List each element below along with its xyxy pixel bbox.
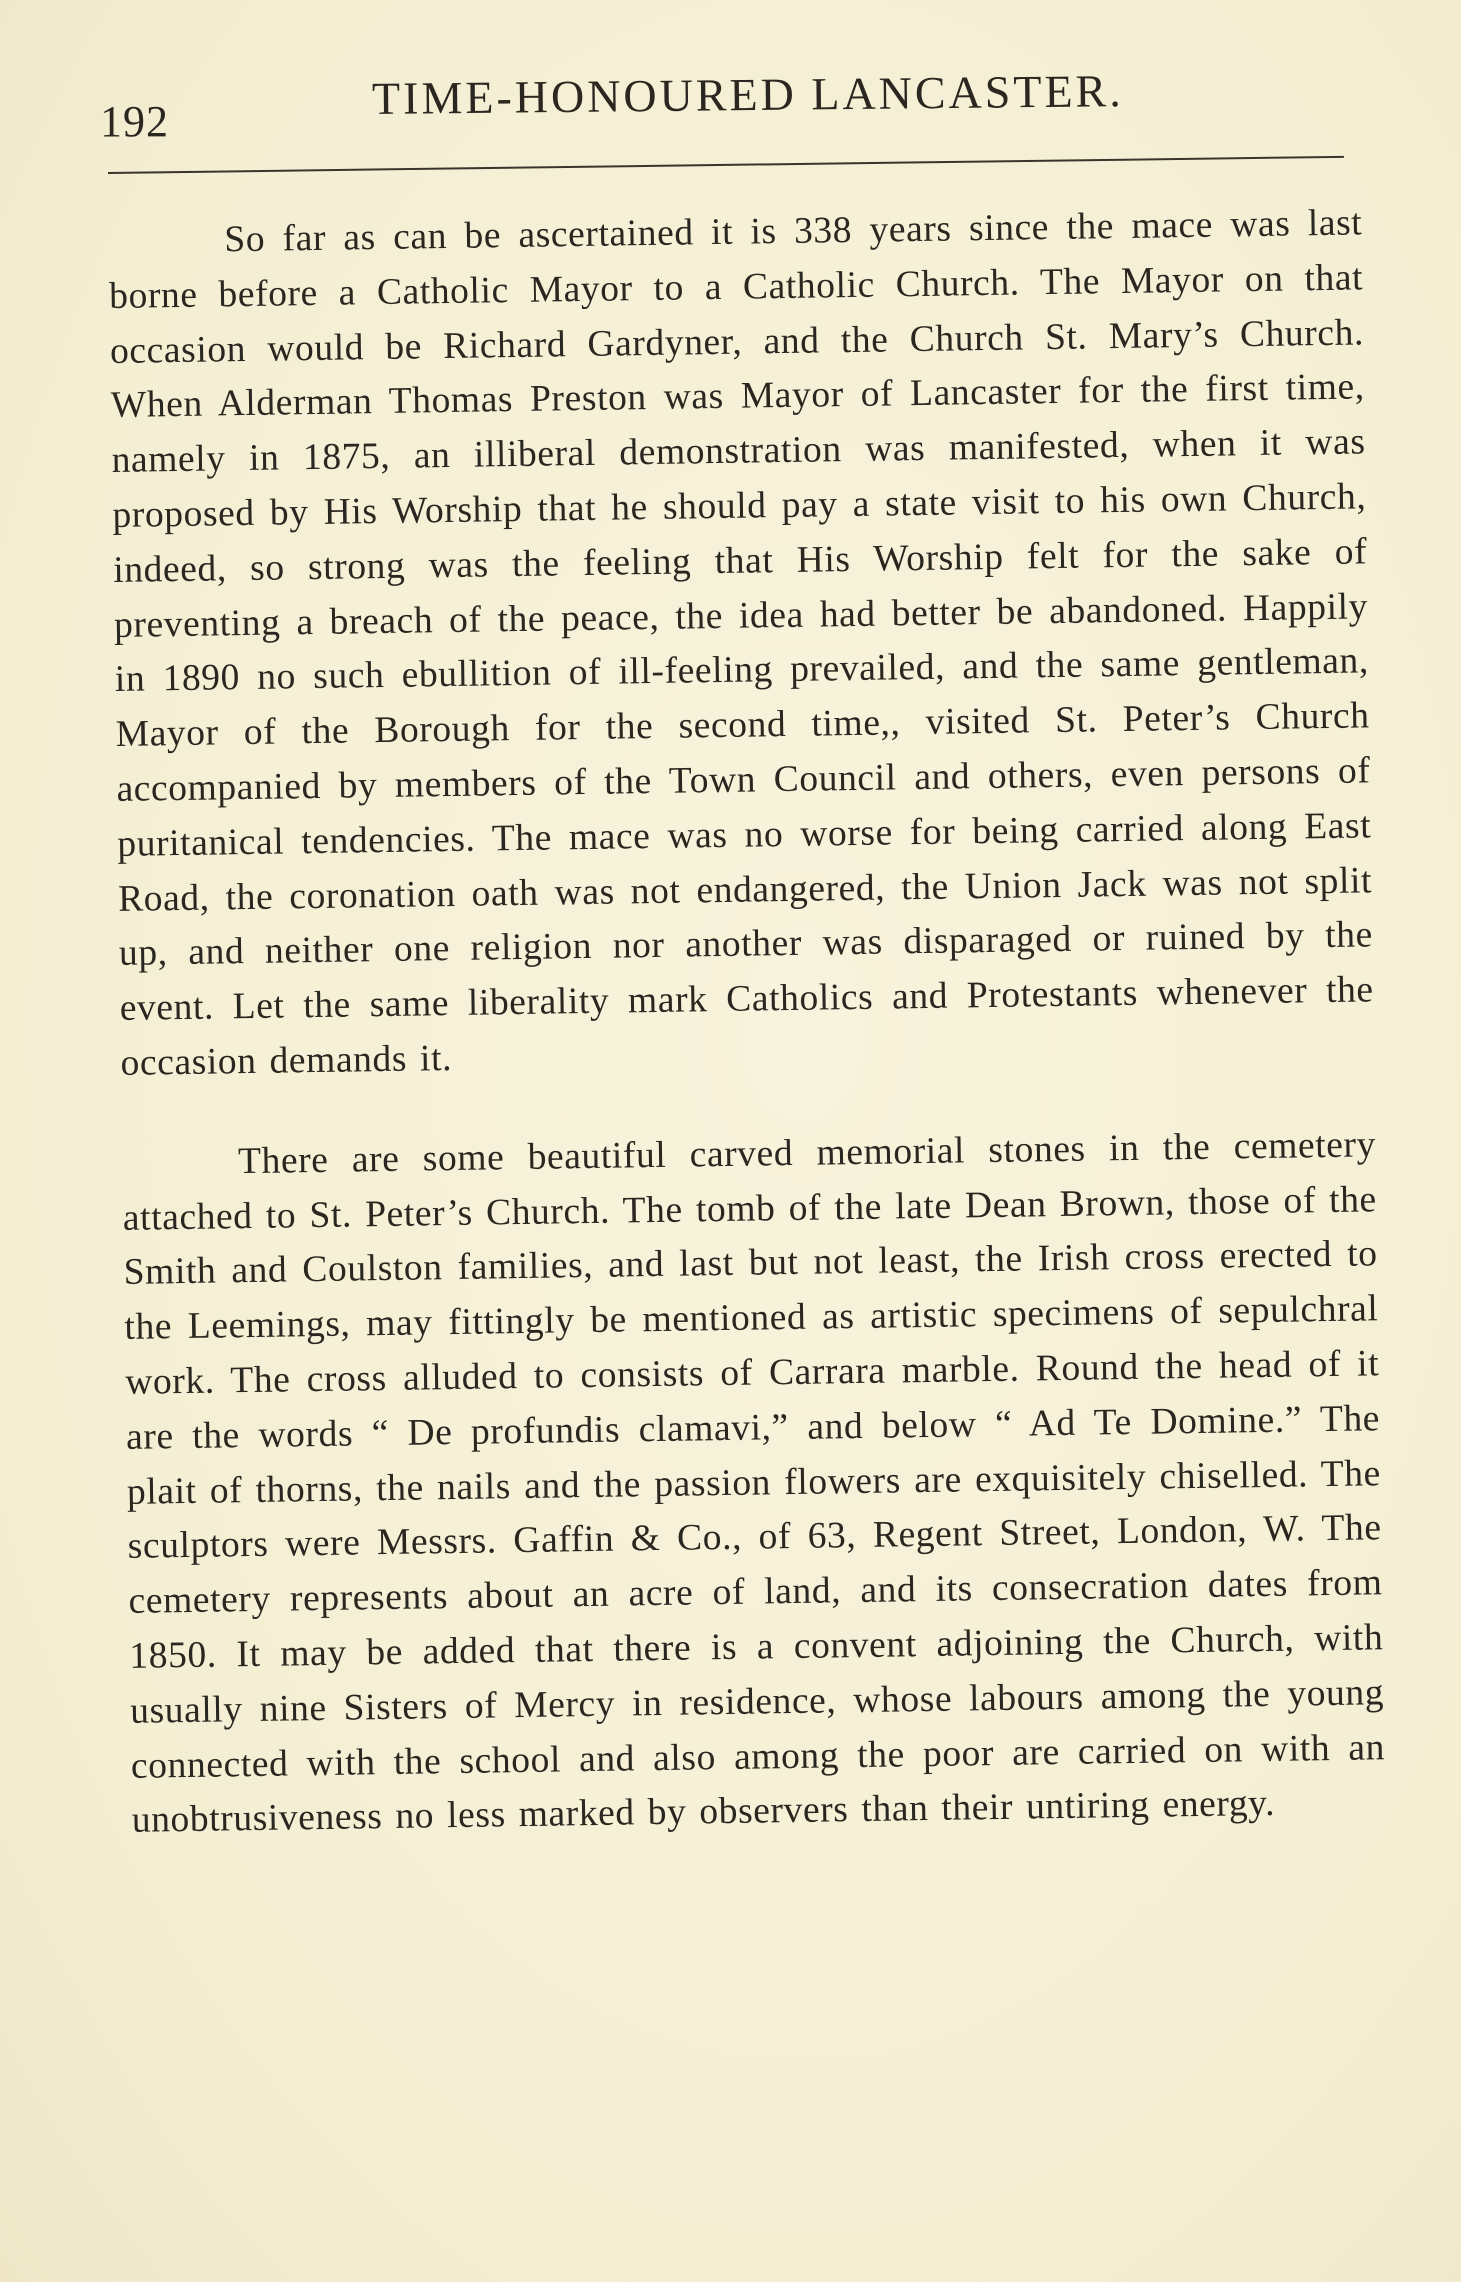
running-title: TIME-HONOURED LANCASTER.: [371, 65, 1124, 124]
paragraph-cemetery: There are some beautiful carved memorial stones in the cemetery attached to St. Peter’s Church. The tomb of the late Dean Brown, those of the Smith and Coulston families, and last but not least, the Irish cross erected to the Leemings, may fittingly be mentioned as artistic specimens of sepulchral work. The cross alluded to consists of Carrara marble. Round the head of it are the words “ De profundis clamavi,” and below “ Ad Te Domine.” The plait of thorns, the nails and the passion flowers are exquisitely chiselled. The sculptors were Messrs. Gaffin & Co., of 63, Regent Street, London, W. The cemetery represents about an acre of land, and its consecration dates from 1850. It may be added that there is a convent adjoining the Church, with usually nine Sisters of Mercy in residence, whose labours among the young connected with the school and also among the poor are carried on with an unobtrusiveness no less marked by observers than their untiring energy.: [122, 1124, 1386, 1842]
header-rule: [108, 156, 1344, 174]
paragraph-mace: So far as can be ascertained it is 338 years since the mace was last borne before a Catholic Mayor to a Catholic Church. The Mayor on that occasion would be Richard Gardyner, and the Church St. Mary’s Church. When Alderman Thomas Preston was Mayor of Lancaster for the first time, namely in 1875, an illiberal demonstration was manifested, when it was proposed by His Worship that he should pay a state visit to his own Church, indeed, so strong was the feeling that His Worship felt for the sake of preventing a breach of the peace, the idea had better be abandoned. Happily in 1890 no such ebullition of ill-feeling prevailed, and the same gentleman, Mayor of the Borough for the second time,, visited St. Peter’s Church accompanied by members of the Town Council and others, even persons of puritanical tendencies. The mace was no worse for being carried along East Road, the coronation oath was not endangered, the Union Jack was not split up, and neither one religion nor another was disparaged or ruined by the event. Let the same liberality mark Catholics and Protestants whenever the occasion demands it.: [108, 202, 1374, 1084]
running-head: [100, 65, 1350, 146]
body-text: [108, 196, 1386, 1849]
page-number: 192: [100, 97, 169, 146]
